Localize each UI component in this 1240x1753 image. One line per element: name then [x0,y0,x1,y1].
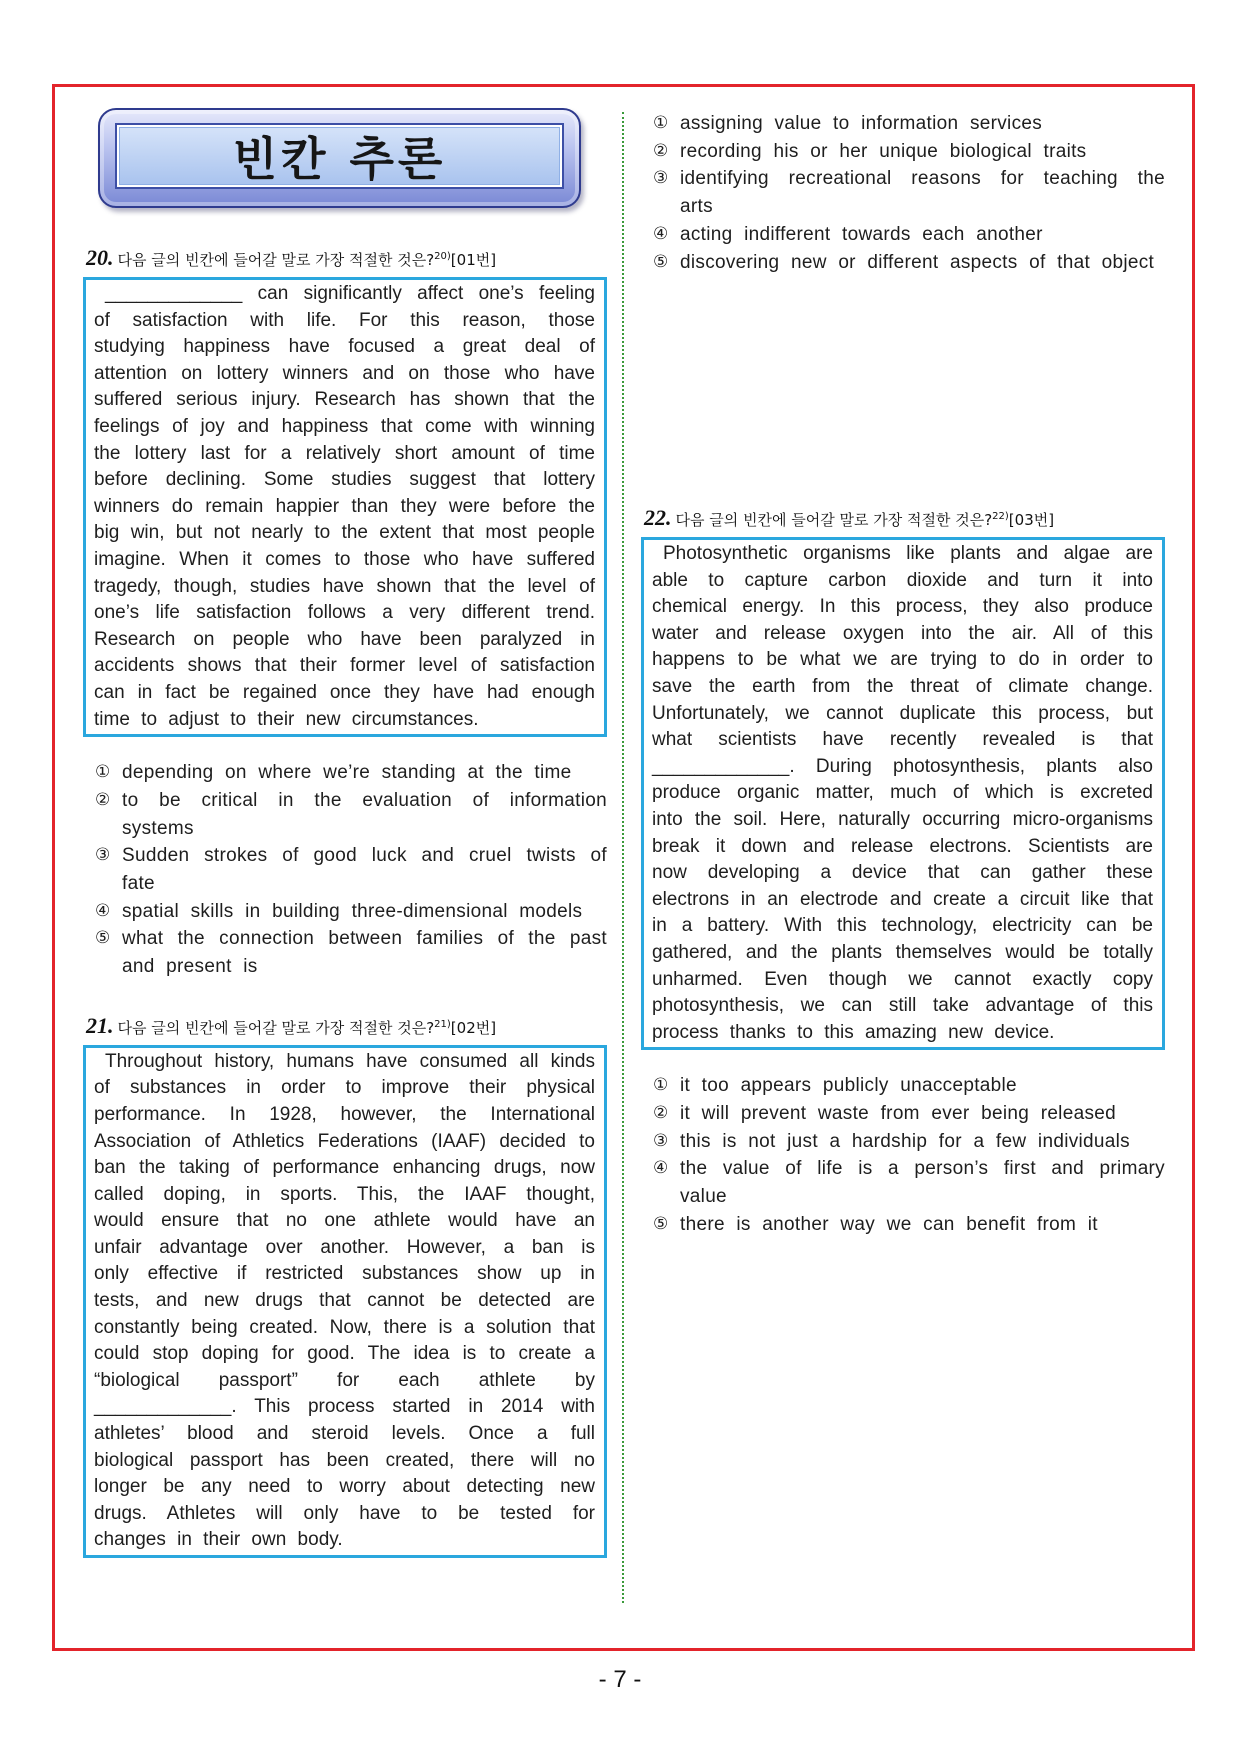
option-number: ⑤ [653,1213,669,1234]
question-prompt: 다음 글의 빈칸에 들어갈 말로 가장 적절한 것은? [675,511,993,529]
option-number: ④ [653,1158,669,1179]
q22-option-5 [653,1211,1165,1239]
q20-option-1 [95,759,607,787]
option-number: ④ [653,223,669,244]
option-number: ⑤ [95,928,111,949]
section-title-inner [117,125,562,187]
question-20-heading [83,247,607,269]
left-column [83,108,607,1558]
q22-option-4 [653,1155,1165,1210]
question-number: 21. [86,1012,114,1038]
option-number: ① [653,113,669,133]
q21-option-3 [653,165,1165,220]
option-text: spatial skills in building three-dimensional models [122,900,583,922]
page-number: - 7 - [598,1666,642,1693]
option-text: it will prevent waste from ever being released [680,1102,1116,1124]
option-text: it too appears publicly unacceptable [680,1075,1017,1097]
question-20-passage-box [83,277,607,737]
question-prompt: 다음 글의 빈칸에 들어갈 말로 가장 적절한 것은? [117,251,435,269]
option-number: ④ [95,900,111,921]
q20-option-3 [95,842,607,897]
option-text: to be critical in the evaluation of information systems [122,789,607,839]
option-number: ② [653,140,669,161]
question-22-passage: Photosynthetic organisms like plants and algae are able to capture carbon dioxide and turn it into chemical energy. In this process, they also produce water and release oxygen into the air. All of this happens to be what we are trying to do in order to save the earth from the threat of climate change. Unfortunately, we cannot duplicate this process, but what scientists have recently revealed is that _____________. During photosynthesis, plants also produce organic matter, much of which is excreted into the soil. Here, naturally occurring micro-organisms break it down and release electrons. Scientists are now developing a device that can gather these electrons in an electrode and create a circuit like that in a battery. With this technology, electricity can be gathered, and the plants themselves would be totally unharmed. Even though we cannot exactly copy photosynthesis, we can still take advantage of this process thanks to this amazing new device. [652,543,1153,1043]
question-number: 20. [86,245,114,270]
q21-option-5 [653,249,1165,277]
q22-option-2 [653,1100,1165,1128]
section-title-box [98,108,581,208]
question-20-options [83,759,607,981]
option-text: this is not just a hardship for a few individuals [680,1130,1130,1152]
question-tag: [02번] [450,1018,497,1037]
question-21-heading [83,1012,607,1038]
question-footnote: 22) [992,511,1009,522]
right-column-top [641,110,1165,276]
option-number: ③ [653,1130,669,1151]
option-number: ① [653,1075,669,1096]
option-number: ② [653,1102,669,1123]
option-text: what the connection between families of the past and present is [122,928,607,978]
option-text: depending on where we’re standing at the time [122,762,572,784]
option-number: ③ [653,168,669,189]
q20-option-5 [95,925,607,980]
option-text: the value of life is a person’s first and primary value [680,1158,1165,1208]
question-21-passage-box [83,1045,607,1558]
option-text: recording his or her unique biological traits [680,140,1087,162]
q22-option-3 [653,1128,1165,1156]
option-text: discovering new or different aspects of that object [680,251,1155,273]
option-text: assigning value to information services [680,113,1043,134]
option-number: ② [95,789,111,810]
question-number: 22. [644,505,672,530]
question-21-options [641,110,1165,276]
section-title: 빈칸 추론 [232,132,447,186]
q21-option-2 [653,138,1165,166]
question-prompt: 다음 글의 빈칸에 들어갈 말로 가장 적절한 것은? [117,1018,435,1037]
column-divider [622,112,624,1603]
question-tag: [03번] [1008,511,1055,529]
option-number: ⑤ [653,251,669,272]
question-22-heading [641,507,1165,529]
right-column-bottom [641,507,1165,1239]
question-footnote: 21) [434,1018,451,1030]
question-20-passage: _____________ can significantly affect one’s feeling of satisfaction with life. For this reason, those studying happiness have focused a great deal of attention on lottery winners and on those who have suffered serious injury. Research has shown that the feelings of joy and happiness that come with winning the lottery last for a relatively short amount of time before declining. Some studies suggest that lottery winners do remain happier than they were before the big win, but not nearly to the extent that most people imagine. When it comes to those who have suffered tragedy, though, studies have shown that the level of one’s life satisfaction follows a very different trend. Research on people who have been paralyzed in accidents shows that their former level of satisfaction can in fact be regained once they have had enough time to adjust to their new circumstances. [94,283,595,730]
question-21-passage: Throughout history, humans have consumed all kinds of substances in order to improve their physical performance. In 1928, however, the International Association of Athletics Federations (IAAF) decided to ban the taking of performance enhancing drugs, now called doping, in sports. This, the IAAF thought, would ensure that no one athlete would have an unfair advantage over another. However, a ban is only effective if restricted substances show up in tests, and new drugs that cannot be detected are constantly being created. Now, there is a solution that could stop doping for good. The idea is to create a “biological passport” for each athlete by _____________. This process started in 2014 with athletes’ blood and steroid levels. Once a full biological passport has been created, there will no longer be any need to worry about detecting new drugs. Athletes will only have to be tested for changes in their own body. [94,1050,595,1551]
option-number: ① [95,762,111,783]
q21-option-4 [653,221,1165,249]
option-text: Sudden strokes of good luck and cruel twists of fate [122,845,607,894]
question-footnote: 20) [434,251,451,262]
option-text: identifying recreational reasons for teaching the arts [680,168,1165,218]
q22-option-1 [653,1072,1165,1100]
q21-option-1 [653,110,1165,138]
option-text: there is another way we can benefit from it [680,1213,1098,1235]
question-22-passage-box [641,537,1165,1050]
question-22-options [641,1072,1165,1238]
option-text: acting indifferent towards each another [680,223,1043,245]
q20-option-2 [95,787,607,842]
option-number: ③ [95,845,111,866]
q20-option-4 [95,898,607,926]
question-tag: [01번] [450,251,497,269]
